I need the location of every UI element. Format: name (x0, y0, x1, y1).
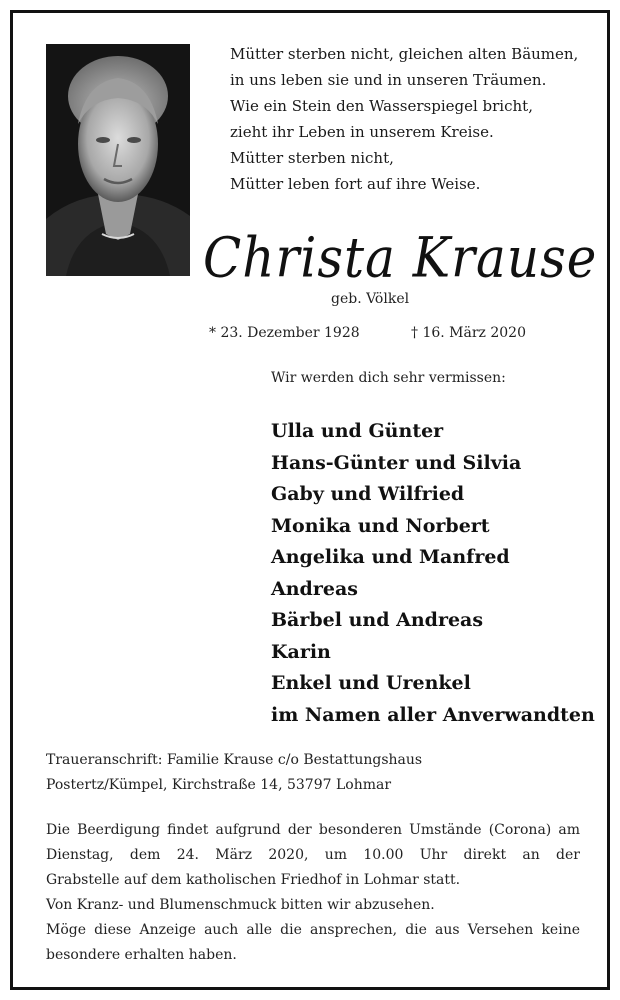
notice-line: Möge diese Anzeige auch alle die ansprechen, die aus Versehen keine (46, 922, 580, 938)
family-list (271, 416, 595, 731)
family-member: im Namen aller Anverwandten (271, 703, 595, 726)
mourning-address (46, 748, 422, 798)
funeral-notice (46, 818, 580, 968)
birth-date: * 23. Dezember 1928 (209, 325, 360, 341)
notice-line: Grabstelle auf dem katholischen Friedhof in Lohmar statt. (46, 872, 461, 888)
notice-line: Dienstag, dem 24. März 2020, um 10.00 Uhr direkt an der (46, 847, 580, 863)
poem-line: Mütter sterben nicht, gleichen alten Bäumen, (230, 45, 579, 63)
poem-line: Mütter leben fort auf ihre Weise. (230, 175, 481, 193)
poem (230, 41, 578, 197)
notice-line: besondere erhalten haben. (46, 947, 237, 963)
family-member: Angelika und Manfred (271, 546, 510, 568)
family-member: Andreas (271, 577, 358, 600)
poem-line: zieht ihr Leben in unserem Kreise. (230, 123, 494, 141)
poem-line: in uns leben sie und in unseren Träumen. (230, 71, 547, 89)
deceased-name: Christa Krause (203, 226, 598, 290)
maiden-name: geb. Völkel (331, 291, 410, 307)
family-member: Hans-Günter und Silvia (271, 451, 522, 474)
notice-line: Die Beerdigung findet aufgrund der besonderen Umstände (Corona) am (46, 822, 580, 838)
family-member: Bärbel und Andreas (271, 609, 484, 631)
notice-line: Von Kranz- und Blumenschmuck bitten wir abzusehen. (46, 897, 435, 913)
poem-line: Mütter sterben nicht, (230, 149, 394, 167)
family-member: Enkel und Urenkel (271, 672, 471, 694)
death-date: † 16. März 2020 (411, 325, 526, 341)
miss-line: Wir werden dich sehr vermissen: (271, 370, 506, 386)
address-line: Postertz/Kümpel, Kirchstraße 14, 53797 Lohmar (46, 777, 392, 793)
family-member: Karin (271, 640, 331, 663)
poem-line: Wie ein Stein den Wasserspiegel bricht, (230, 97, 533, 115)
family-member: Monika und Norbert (271, 514, 490, 537)
family-member: Ulla und Günter (271, 420, 444, 442)
address-line: Traueranschrift: Familie Krause c/o Bestattungshaus (46, 752, 423, 768)
obituary-frame (10, 10, 610, 990)
family-member: Gaby und Wilfried (271, 483, 465, 505)
portrait-photo (46, 44, 190, 276)
